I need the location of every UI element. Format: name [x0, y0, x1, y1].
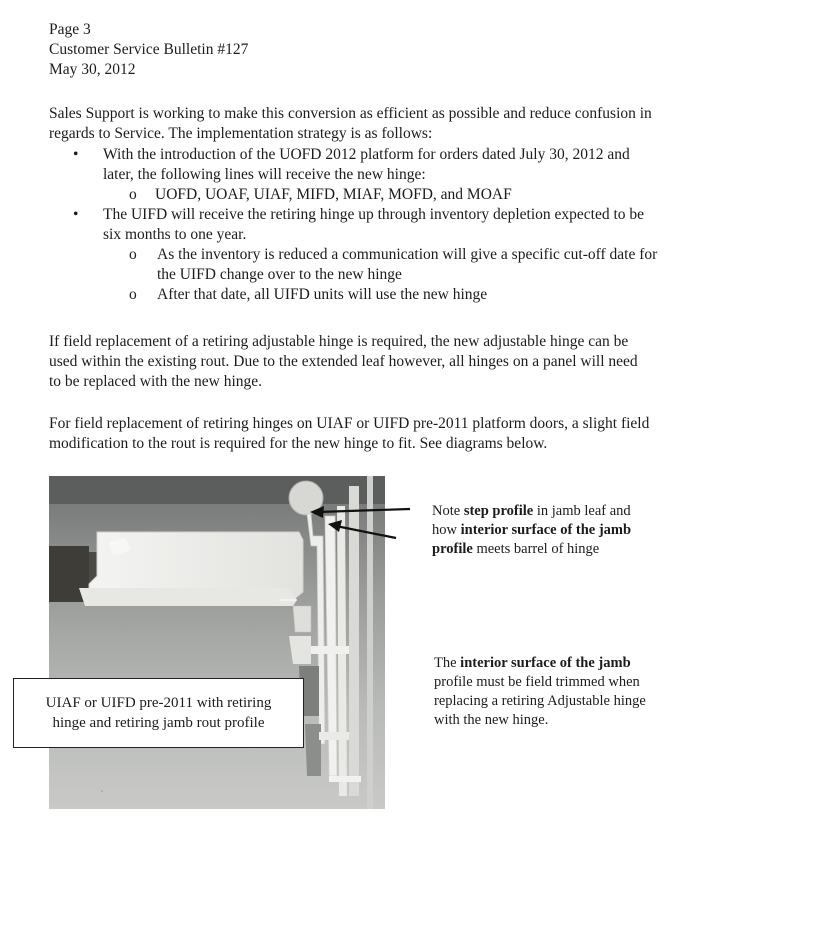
note-text: in jamb leaf and: [533, 503, 631, 519]
intro-line: Sales Support is working to make this conversion as efficient as possible and reduce confusion in: [49, 105, 652, 122]
sub-list-item: [49, 185, 789, 205]
bullet-dot: •: [73, 146, 79, 163]
paragraph-line: used within the existing rout. Due to the extended leaf however, all hinges on a panel will need: [49, 353, 638, 370]
sub-bullet: o: [129, 246, 137, 263]
note-field-trim: [434, 654, 646, 730]
caption-line: hinge and retiring jamb rout profile: [52, 715, 265, 731]
list-item-line: As the inventory is reduced a communication will give a specific cut-off date for: [157, 246, 658, 263]
note-emphasis: profile: [432, 541, 473, 557]
intro-line: regards to Service. The implementation strategy is as follows:: [49, 125, 433, 142]
list-item-line: With the introduction of the UOFD 2012 platform for orders dated July 30, 2012 and: [103, 146, 630, 163]
intro-paragraph: [49, 104, 769, 144]
list-item-line: the UIFD change over to the new hinge: [157, 266, 402, 283]
paragraph-line: modification to the rout is required for the new hinge to fit. See diagrams below.: [49, 435, 548, 452]
note-emphasis: step profile: [463, 503, 534, 519]
paragraph-line: For field replacement of retiring hinges on UIAF or UIFD pre-2011 platform doors, a slight field: [49, 415, 650, 432]
paragraph-line: to be replaced with the new hinge.: [49, 373, 263, 390]
note-line: [432, 502, 631, 521]
note-text: Note: [432, 503, 464, 519]
strategy-list: [49, 145, 789, 305]
note-text: meets barrel of hinge: [472, 541, 600, 557]
sub-bullet: o: [129, 186, 137, 203]
hinge-cross-section-diagram: [49, 476, 385, 809]
sub-list-item: [49, 285, 789, 305]
sub-list-item: [49, 245, 789, 285]
note-step-profile: [432, 502, 631, 559]
modification-paragraph: [49, 414, 769, 454]
note-line: with the new hinge.: [434, 712, 549, 728]
list-item-line: UOFD, UOAF, UIAF, MIFD, MIAF, MOFD, and MOAF: [155, 186, 512, 203]
note-line: [434, 654, 646, 673]
list-item-line: six months to one year.: [103, 226, 247, 243]
note-emphasis: interior surface of the jamb: [460, 655, 631, 671]
bullet-dot: •: [73, 206, 79, 223]
bulletin-date: May 30, 2012: [49, 61, 136, 78]
note-text: The: [434, 655, 461, 671]
list-item: [49, 205, 789, 245]
list-item-line: The UIFD will receive the retiring hinge up through inventory depletion expected to be: [103, 206, 645, 223]
header: [49, 20, 248, 80]
paragraph-line: If field replacement of a retiring adjustable hinge is required, the new adjustable hinge can be: [49, 333, 629, 350]
page-number: Page 3: [49, 21, 91, 38]
note-line: [432, 521, 631, 540]
replacement-paragraph: [49, 332, 769, 392]
sub-bullet: o: [129, 286, 137, 303]
note-emphasis: interior surface of the jamb: [460, 522, 632, 538]
list-item-line: later, the following lines will receive the new hinge:: [103, 166, 426, 183]
diagram-caption: [13, 678, 304, 748]
note-text: how: [432, 522, 461, 538]
list-item-line: After that date, all UIFD units will use the new hinge: [157, 286, 488, 303]
note-line: profile must be field trimmed when: [434, 674, 640, 690]
list-item: [49, 145, 789, 185]
note-line: [432, 540, 631, 559]
hinge-cross-section-image: [49, 476, 385, 809]
bulletin-title: Customer Service Bulletin #127: [49, 41, 249, 58]
caption-line: UIAF or UIFD pre-2011 with retiring: [45, 695, 272, 711]
note-line: replacing a retiring Adjustable hinge: [434, 693, 646, 709]
